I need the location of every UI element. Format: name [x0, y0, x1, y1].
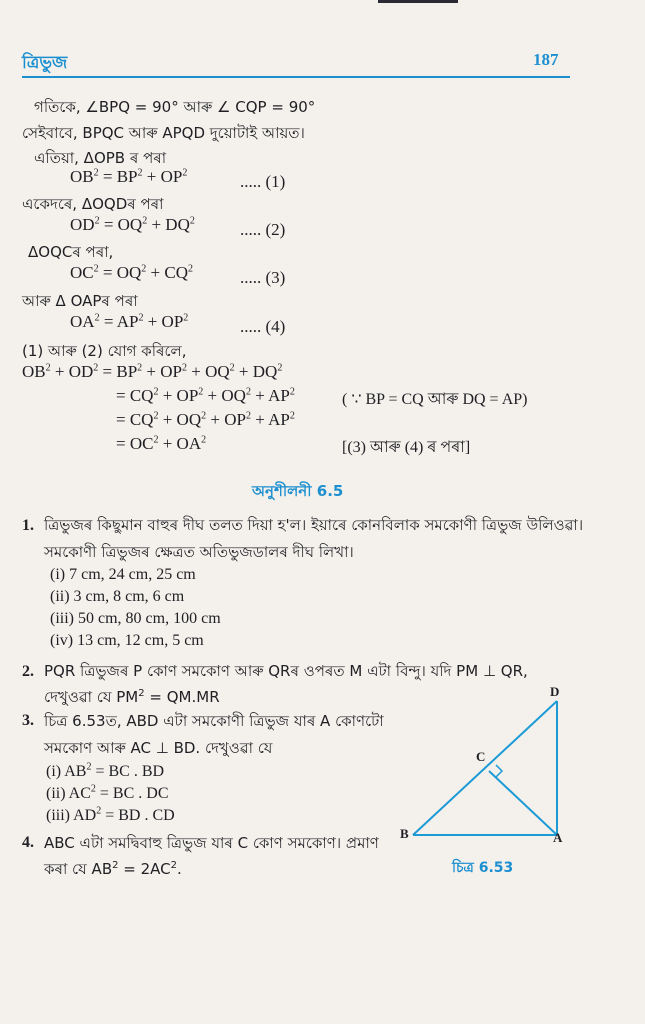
figure-caption: চিত্ৰ 6.53 [452, 860, 514, 876]
equation-3-tag: ..... (3) [240, 268, 286, 287]
proof-line-5: একেদৰে, ΔOQDৰ পৰা [22, 195, 164, 213]
equation-2-tag: ..... (2) [240, 220, 286, 239]
equation-1: $OB^2 = BP^2 + OP^2$ [70, 167, 188, 186]
q1-number: 1. [22, 517, 34, 534]
q1-option-iii: (iii) 50 cm, 80 cm, 100 cm [50, 610, 221, 627]
q1-option-ii: (ii) 3 cm, 8 cm, 6 cm [50, 588, 185, 605]
sum-step-2: = $CQ^2 + OP^2 + OQ^2 + AP^2$ [116, 386, 295, 405]
exercise-heading: অনুশীলনী 6.5 [252, 482, 344, 500]
q2-line-2: দেখুওৱা যে $PM^2 = QM.MR$ [44, 688, 220, 706]
q3-option-ii: (ii) $AC^2$ = BC . DC [46, 783, 169, 802]
sum-step-3: = $CQ^2 + OQ^2 + OP^2 + AP^2$ [116, 410, 295, 429]
q3-line-2: সমকোণ আৰু AC ⊥ BD. দেখুওৱা যে [44, 739, 273, 757]
label-b: B [400, 826, 409, 841]
chapter-title: ত্ৰিভুজ [22, 53, 68, 73]
right-angle-mark-c [496, 765, 502, 777]
q2-number: 2. [22, 663, 34, 680]
equation-3: $OC^2 = OQ^2 + CQ^2$ [70, 263, 193, 282]
proof-line-7: ΔOQCৰ পৰা, [28, 243, 114, 261]
segment-ca [489, 771, 557, 835]
q3-option-i: (i) $AB^2$ = BC . BD [46, 761, 165, 780]
q2-line-1: PQR ত্ৰিভুজৰ P কোণ সমকোণ আৰু QRৰ ওপৰত M এটা বিন্দু। যদি PM ⊥ QR, [44, 662, 528, 680]
q4-line-1: ABC এটা সমদ্বিবাহু ত্ৰিভুজ যাৰ C কোণ সমকোণ। প্ৰমাণ [44, 834, 379, 852]
sum-step-4: = $OC^2 + OA^2$ [116, 434, 207, 453]
equation-4-tag: ..... (4) [240, 317, 286, 336]
equation-4: $OA^2 = AP^2 + OP^2$ [70, 312, 189, 331]
sum-step-2-note: ( ∵ BP = CQ আৰু DQ = AP) [342, 391, 528, 408]
sum-step-4-note: [(3) আৰু (4) ৰ পৰা] [342, 439, 471, 456]
equation-1-tag: ..... (1) [240, 172, 286, 191]
q4-number: 4. [22, 834, 34, 851]
label-a: A [553, 830, 563, 845]
page-number: 187 [533, 50, 559, 69]
label-d: D [550, 684, 560, 699]
figure-6-53 [400, 680, 580, 855]
q1-line-2: সমকোণী ত্ৰিভুজৰ ক্ষেত্ৰত অতিভুজডালৰ দীঘ লিখা। [44, 543, 354, 561]
proof-line-3: এতিয়া, ΔOPB ৰ পৰা [34, 149, 167, 167]
q4-line-2: কৰা যে $AB^2 = 2AC^2$. [44, 860, 182, 878]
label-c: C [476, 749, 486, 764]
top-edge-mark [378, 0, 458, 3]
header-rule [22, 76, 570, 78]
proof-line-9: আৰু Δ OAPৰ পৰা [22, 292, 138, 310]
q1-line-1: ত্ৰিভুজৰ কিছুমান বাহুৰ দীঘ তলত দিয়া হ'ল। ইয়াৰে কোনবিলাক সমকোণী ত্ৰিভুজ উলিওৱা। [44, 516, 584, 534]
q1-option-i: (i) 7 cm, 24 cm, 25 cm [50, 566, 196, 583]
proof-line-1: গতিকে, ∠BPQ = 90° আৰু ∠ CQP = 90° [34, 98, 316, 116]
proof-line-11: (1) আৰু (2) যোগ কৰিলে, [22, 342, 187, 360]
q3-option-iii: (iii) $AD^2$ = BD . CD [46, 805, 175, 824]
equation-2: $OD^2 = OQ^2 + DQ^2$ [70, 215, 195, 234]
q1-option-iv: (iv) 13 cm, 12 cm, 5 cm [50, 632, 204, 649]
q3-line-1: চিত্ৰ 6.53ত, ABD এটা সমকোণী ত্ৰিভুজ যাৰ A কোণটো [44, 712, 384, 730]
sum-step-1: $OB^2 + OD^2 = BP^2 + OP^2 + OQ^2 + DQ^2$ [22, 362, 283, 381]
q3-number: 3. [22, 712, 34, 729]
proof-line-2: সেইবাবে, BPQC আৰু APQD দুয়োটাই আয়ত। [22, 124, 305, 142]
